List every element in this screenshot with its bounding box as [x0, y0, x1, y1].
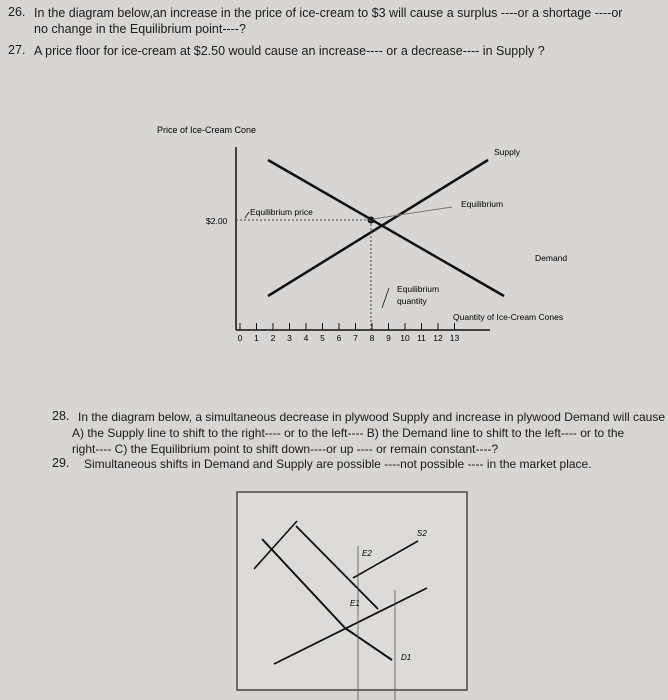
x-tick-label: 2 [270, 333, 276, 343]
s2-label: S2 [417, 529, 427, 538]
question-29-number: 29. [52, 456, 70, 470]
x-tick-label: 7 [353, 333, 358, 343]
equilibrium-label: Equilibrium [461, 199, 504, 209]
x-tick-label: 3 [287, 333, 292, 343]
question-27-text: A price floor for ice-cream at $2.50 would cause an increase---- or a decrease---- in Supply ? [34, 44, 545, 58]
y-axis-label: Price of Ice-Cream Cone [157, 125, 257, 135]
question-29-text: Simultaneous shifts in Demand and Supply are possible ----not possible ---- in the market place. [84, 457, 592, 471]
x-tick-label: 5 [320, 333, 325, 343]
x-tick-label: 11 [417, 333, 426, 343]
x-tick-label: 1 [254, 333, 259, 343]
x-tick-label: 10 [400, 333, 410, 343]
question-26-line1: In the diagram below,an increase in the price of ice-cream to $3 will cause a surplus ----or a shortage ----or [34, 6, 623, 20]
equilibrium-quantity-label-2: quantity [397, 296, 427, 306]
e2-label: E2 [362, 549, 372, 558]
supply-label: Supply [494, 147, 520, 157]
x-tick-label: 4 [303, 333, 309, 343]
demand-label: Demand [535, 253, 568, 263]
d1-label: D1 [401, 653, 412, 662]
x-tick-label: 13 [449, 333, 460, 343]
question-28-line1: In the diagram below, a simultaneous decrease in plywood Supply and increase in plywood Demand will cause [78, 410, 666, 424]
equilibrium-quantity-label-1: Equilibrium [397, 284, 440, 294]
question-28-line3: right---- C) the Equilibrium point to shift down----or up ---- or remain constant----? [72, 442, 499, 456]
question-26-number: 26. [8, 5, 26, 19]
x-tick-label: 9 [386, 333, 391, 343]
question-28-number: 28. [52, 409, 70, 423]
x-axis-label: Quantity of Ice-Cream Cones [453, 312, 564, 322]
x-tick-label: 6 [336, 333, 342, 343]
x-tick-label: 8 [369, 333, 375, 343]
equilibrium-price-label: Equilibrium price [250, 207, 313, 217]
question-28-line2: A) the Supply line to shift to the right---- or to the left---- B) the Demand line to shift to the left---- or to the [72, 426, 625, 440]
price-label: $2.00 [206, 216, 228, 226]
x-tick-label: 0 [237, 333, 243, 343]
x-tick-label: 12 [433, 333, 443, 343]
question-26-line2: no change in the Equilibrium point----? [34, 22, 246, 36]
diagram-frame [237, 492, 467, 690]
e1-label: E1 [350, 599, 360, 608]
question-27-number: 27. [8, 43, 26, 57]
